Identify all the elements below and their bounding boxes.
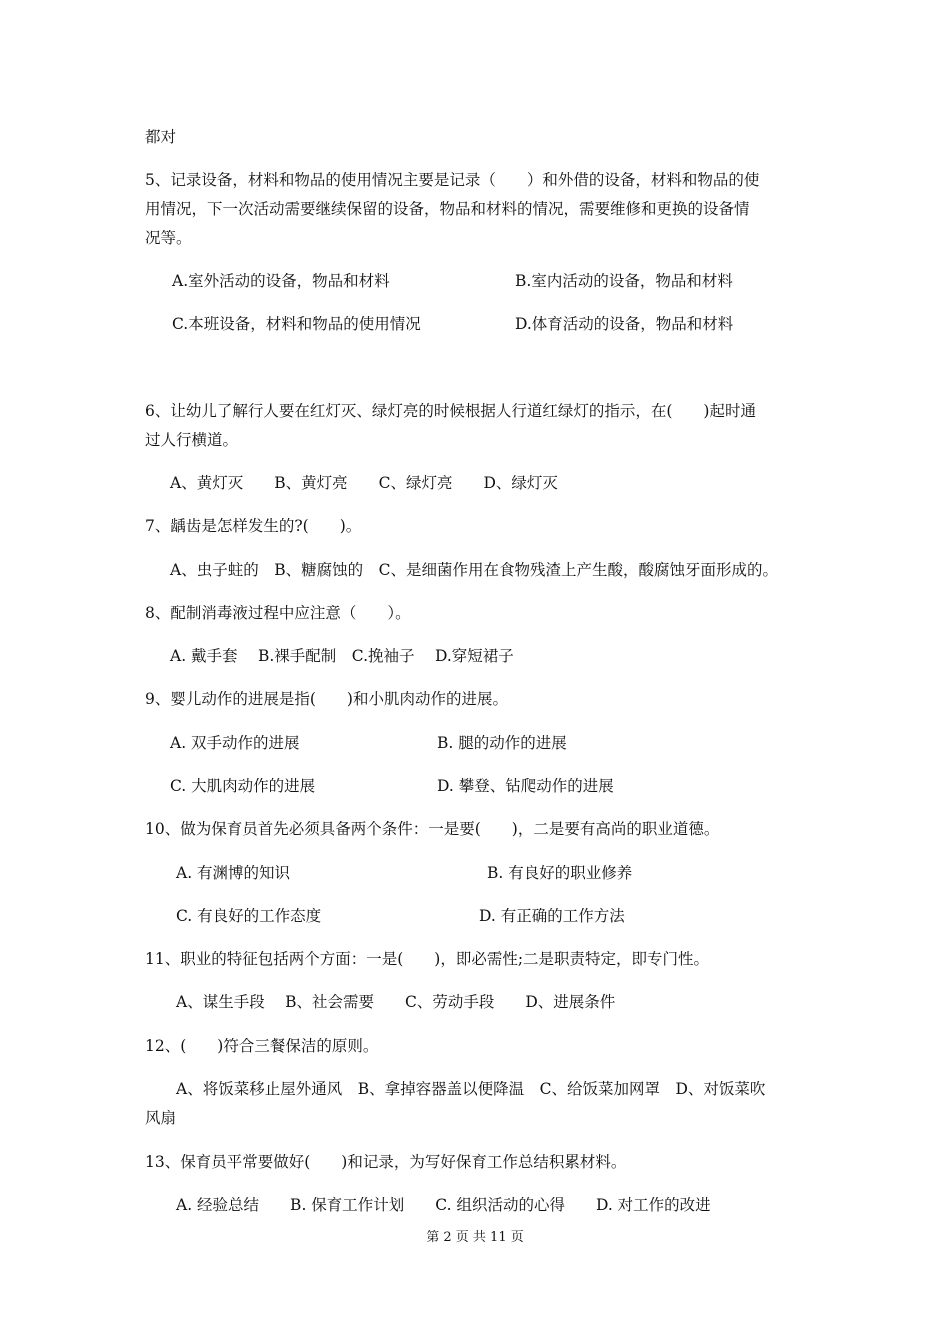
option-a: A. 有渊博的知识	[176, 864, 291, 882]
option-b: B.室内活动的设备，物品和材料	[515, 272, 733, 290]
question-5-cont: 况等。	[145, 229, 192, 247]
options: A、将饭菜移止屋外通风 B、拿掉容器盖以便降温 C、给饭菜加网罩 D、对饭菜吹	[176, 1080, 766, 1098]
option-b: B. 腿的动作的进展	[437, 734, 567, 752]
option-c: C. 有良好的工作态度	[176, 907, 322, 925]
question-5-cont: 用情况，下一次活动需要继续保留的设备，物品和材料的情况，需要维修和更换的设备情	[145, 200, 750, 218]
question-9: 9、婴儿动作的进展是指( )和小肌肉动作的进展。	[145, 690, 508, 708]
question-11: 11、职业的特征包括两个方面：一是( )，即必需性;二是职责特定，即专门性。	[145, 950, 710, 968]
question-8: 8、配制消毒液过程中应注意（ ）。	[145, 604, 411, 622]
question-7: 7、龋齿是怎样发生的?( )。	[145, 517, 362, 535]
option-c: C.本班设备，材料和物品的使用情况	[172, 315, 421, 333]
options: A、虫子蛀的 B、糖腐蚀的 C、是细菌作用在食物残渣上产生酸，酸腐蚀牙面形成的。	[170, 561, 778, 579]
options: A、谋生手段 B、社会需要 C、劳动手段 D、进展条件	[176, 993, 616, 1011]
options: A、黄灯灭 B、黄灯亮 C、绿灯亮 D、绿灯灭	[170, 474, 558, 492]
page-footer: 第 2 页 共 11 页	[426, 1230, 524, 1245]
option-a: A.室外活动的设备，物品和材料	[172, 272, 390, 290]
option-b: B. 有良好的职业修养	[487, 864, 633, 882]
option-c: C. 大肌肉动作的进展	[170, 777, 316, 795]
option-d: D. 攀登、钻爬动作的进展	[437, 777, 614, 795]
options: A. 经验总结 B. 保育工作计划 C. 组织活动的心得 D. 对工作的改进	[176, 1196, 711, 1214]
question-12: 12、( )符合三餐保洁的原则。	[145, 1037, 379, 1055]
options-cont: 风扇	[145, 1109, 177, 1127]
option-a: A. 双手动作的进展	[170, 734, 300, 752]
question-10: 10、做为保育员首先必须具备两个条件：一是要( )，二是要有高尚的职业道德。	[145, 820, 720, 838]
question-6-cont: 过人行横道。	[145, 431, 239, 449]
options: A. 戴手套 B.裸手配制 C.挽袖子 D.穿短裙子	[170, 647, 514, 665]
option-d: D. 有正确的工作方法	[479, 907, 625, 925]
question-6: 6、让幼儿了解行人要在红灯灭、绿灯亮的时候根据人行道红绿灯的指示，在( )起时通	[145, 402, 756, 420]
text-line: 都对	[145, 128, 177, 146]
option-d: D.体育活动的设备，物品和材料	[515, 315, 734, 333]
question-13: 13、保育员平常要做好( )和记录，为写好保育工作总结积累材料。	[145, 1153, 627, 1171]
question-5: 5、记录设备，材料和物品的使用情况主要是记录（ ）和外借的设备，材料和物品的使	[145, 171, 760, 189]
